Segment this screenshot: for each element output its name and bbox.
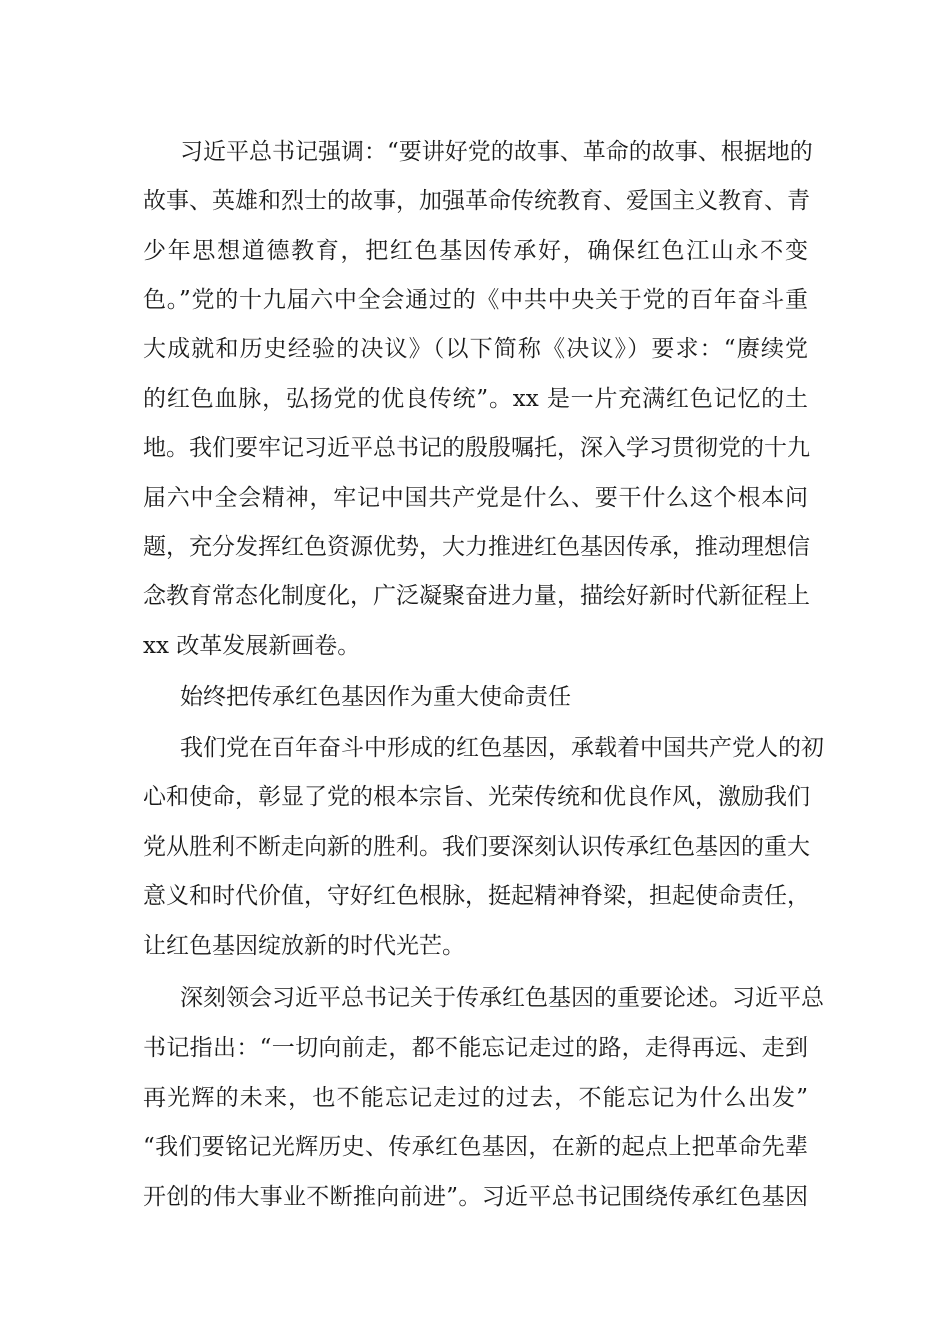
text-line: 党从胜利不断走向新的胜利。我们要深刻认识传承红色基因的重大 xyxy=(143,834,810,860)
text-line: 再光辉的未来，也不能忘记走过的过去，不能忘记为什么出发” xyxy=(143,1085,808,1111)
text-line: 心和使命，彰显了党的根本宗旨、光荣传统和优良作风，激励我们 xyxy=(143,784,810,810)
text-line: 我们党在百年奋斗中形成的红色基因，承载着中国共产党人的初 xyxy=(180,735,824,761)
text-line: 故事、英雄和烈士的故事，加强革命传统教育、爱国主义教育、青 xyxy=(143,188,810,214)
text-line: 念教育常态化制度化，广泛凝聚奋进力量，描绘好新时代新征程上 xyxy=(143,583,810,609)
text-line: 题，充分发挥红色资源优势，大力推进红色基因传承，推动理想信 xyxy=(143,534,810,560)
text-line: 开创的伟大事业不断推向前进”。习近平总书记围绕传承红色基因 xyxy=(143,1184,808,1210)
text-line: 届六中全会精神，牢记中国共产党是什么、要干什么这个根本问 xyxy=(143,485,808,511)
text-line: 书记指出：“一切向前走，都不能忘记走过的路，走得再远、走到 xyxy=(143,1035,808,1061)
text-line: xx 改革发展新画卷。 xyxy=(143,633,361,659)
text-line: 意义和时代价值，守好红色根脉，挺起精神脊梁，担起使命责任， xyxy=(143,883,810,909)
text-line: 的红色血脉，弘扬党的优良传统”。xx 是一片充满红色记忆的土 xyxy=(143,386,808,412)
text-line: 色。”党的十九届六中全会通过的《中共中央关于党的百年奋斗重 xyxy=(143,287,808,313)
text-line: 让红色基因绽放新的时代光芒。 xyxy=(143,933,465,959)
section-heading: 始终把传承红色基因作为重大使命责任 xyxy=(180,684,571,710)
text-line: 地。我们要牢记习近平总书记的殷殷嘱托，深入学习贯彻党的十九 xyxy=(143,435,810,461)
text-line: 大成就和历史经验的决议》（以下简称《决议》）要求：“赓续党 xyxy=(143,336,808,362)
text-line: 深刻领会习近平总书记关于传承红色基因的重要论述。习近平总 xyxy=(180,985,824,1011)
text-line: 习近平总书记强调：“要讲好党的故事、革命的故事、根据地的 xyxy=(180,139,813,165)
text-line: 少年思想道德教育，把红色基因传承好，确保红色江山永不变 xyxy=(143,238,808,264)
text-line: “我们要铭记光辉历史、传承红色基因，在新的起点上把革命先辈 xyxy=(143,1134,808,1160)
